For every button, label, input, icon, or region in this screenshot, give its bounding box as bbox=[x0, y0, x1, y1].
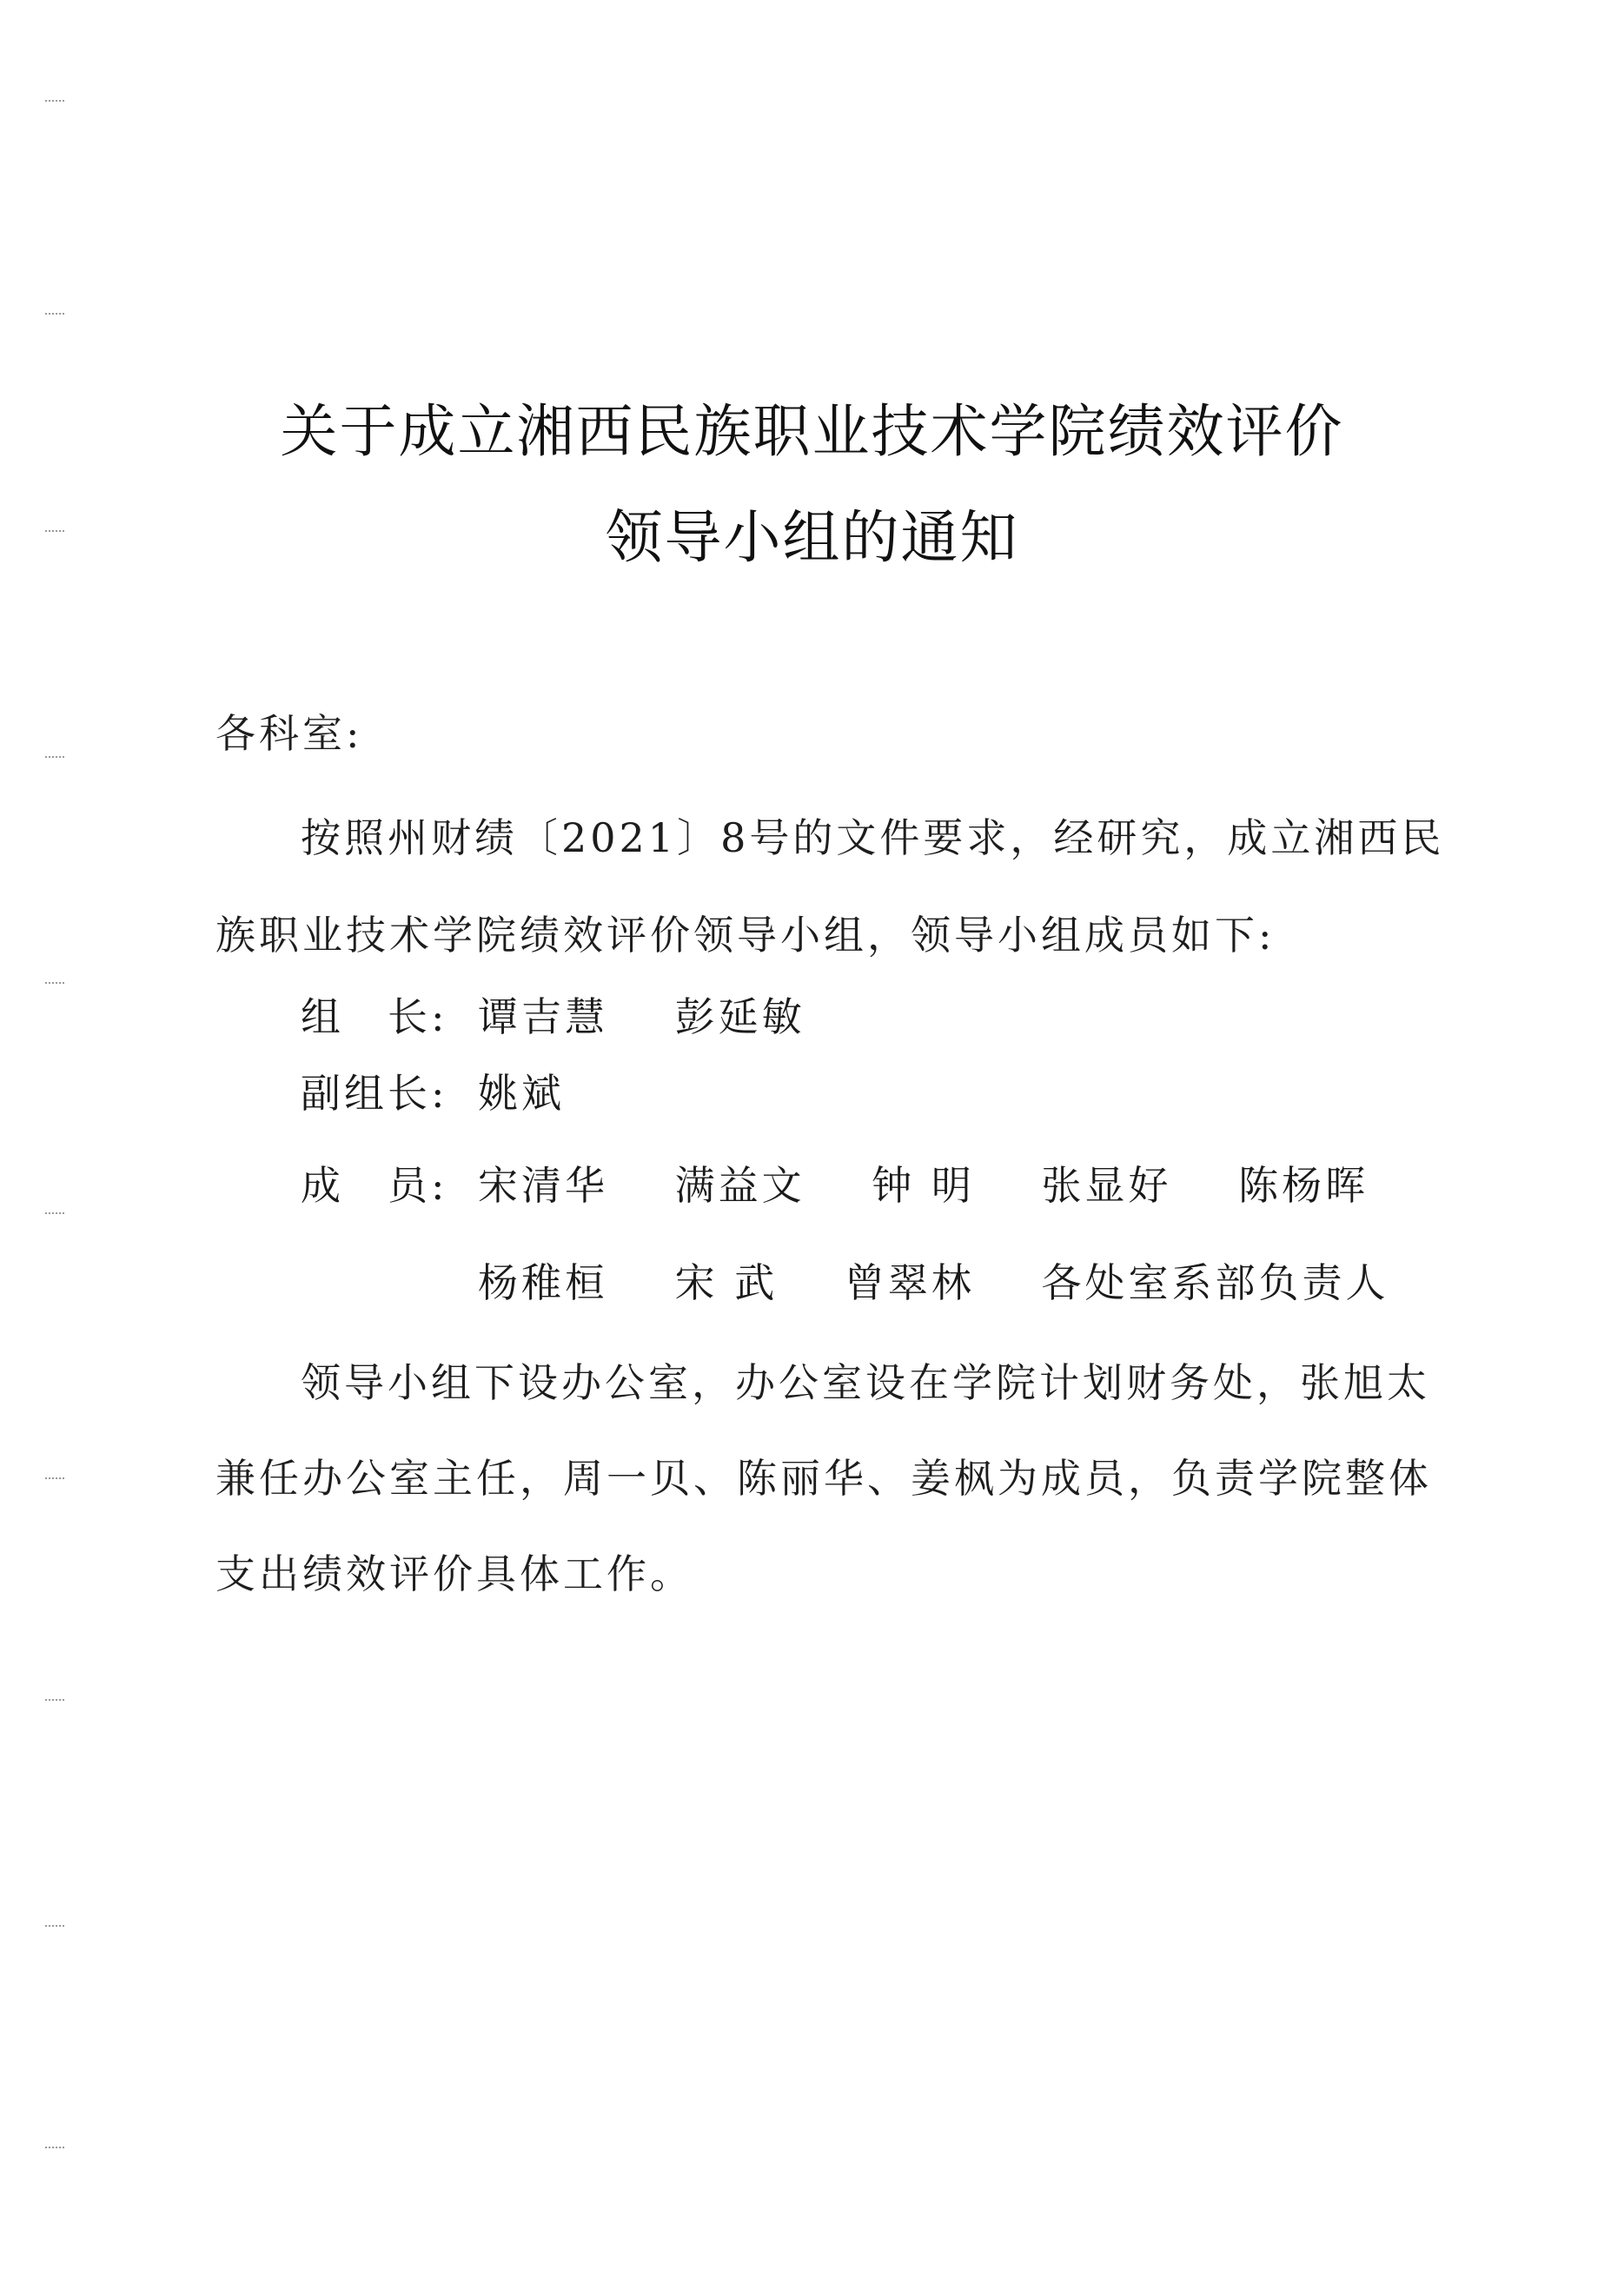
member-name: 曾翠林 bbox=[844, 1259, 975, 1306]
members-names-line1 bbox=[478, 1154, 1419, 1211]
leader-name: 谭吉慧 bbox=[478, 993, 608, 1040]
scan-margin-mark bbox=[45, 1925, 64, 1927]
scan-margin-mark bbox=[45, 982, 64, 984]
deputy-name: 姚斌 bbox=[478, 1070, 565, 1117]
member-name: 宋 武 bbox=[674, 1259, 779, 1306]
deputy-label: 副组长: bbox=[301, 1070, 448, 1117]
scan-margin-mark bbox=[45, 2147, 64, 2148]
paragraph2-line1: 领导小组下设办公室，办公室设在学院计划财务处，张旭太 bbox=[301, 1359, 1430, 1406]
member-name: 张显好 bbox=[1041, 1162, 1172, 1209]
member-name: 杨稚桓 bbox=[478, 1259, 608, 1306]
leader-label: 组 长: bbox=[301, 993, 448, 1040]
document-title-line1: 关于成立湘西民族职业技术学院绩效评价 bbox=[280, 398, 1344, 465]
paragraph1-line2: 族职业技术学院绩效评价领导小组，领导小组成员如下: bbox=[215, 912, 1276, 959]
scan-margin-mark bbox=[45, 313, 64, 315]
members-names-line2 bbox=[478, 1251, 1389, 1309]
deputy-names bbox=[478, 1062, 615, 1119]
scan-margin-mark bbox=[45, 756, 64, 758]
scan-margin-mark bbox=[45, 1212, 64, 1214]
scan-margin-mark bbox=[45, 1477, 64, 1479]
member-name: 宋清华 bbox=[478, 1162, 608, 1209]
salutation: 各科室: bbox=[215, 710, 363, 757]
members-label: 成 员: bbox=[301, 1162, 448, 1209]
paragraph2-line3: 支出绩效评价具体工作。 bbox=[215, 1550, 693, 1597]
paragraph2-line2: 兼任办公室主任，周一贝、陈丽华、姜枫为成员，负责学院整体 bbox=[215, 1455, 1432, 1502]
scan-margin-mark bbox=[45, 1699, 64, 1701]
leader-names bbox=[478, 986, 856, 1043]
paragraph1-line1: 按照州财绩〔2021〕8号的文件要求，经研究，成立湘西民 bbox=[301, 814, 1445, 861]
member-name: 各处室系部负责人 bbox=[1041, 1259, 1389, 1306]
leader-name: 彭延敏 bbox=[674, 993, 805, 1040]
member-name: 陈杨晖 bbox=[1238, 1162, 1369, 1209]
scan-margin-mark bbox=[45, 100, 64, 102]
document-title-line2: 领导小组的通知 bbox=[605, 504, 1019, 571]
member-name: 钟 明 bbox=[872, 1162, 975, 1209]
member-name: 满益文 bbox=[674, 1162, 805, 1209]
